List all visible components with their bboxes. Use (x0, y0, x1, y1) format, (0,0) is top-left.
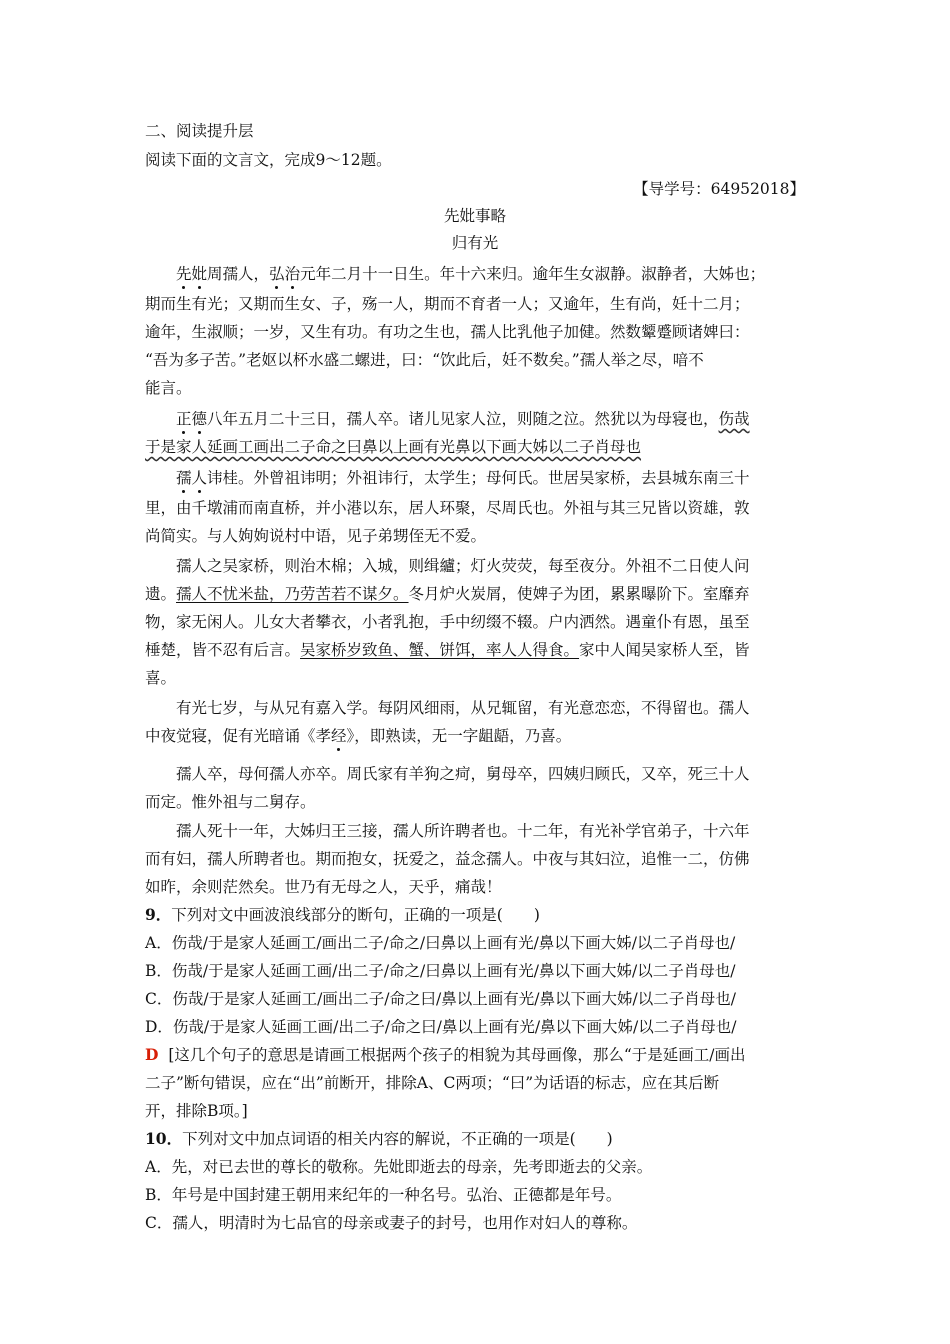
answer-letter: D (145, 1045, 159, 1064)
dotted-char: 德 (191, 410, 208, 428)
paragraph-4-line-5: 喜。 (145, 669, 177, 687)
question-10-option-a: A．先，对已去世的尊长的敬称。先妣即逝去的母亲，先考即逝去的父亲。 (145, 1158, 653, 1176)
question-9-option-c: C．伤哉/于是家人延画工/画出二子/命之曰/鼻以上画有光/鼻以下画大姊/以二子肖母也/ (145, 990, 736, 1008)
text-run: 》，即熟读，无一字龃龉，乃喜。 (346, 727, 572, 745)
instruction: 阅读下面的文言文，完成9～12题。 (145, 151, 392, 169)
underlined-sentence: 孺人不忧米盐，乃劳苦若不谋夕。 (176, 585, 409, 603)
question-9-option-a: A．伤哉/于是家人延画工/画出二子/命之/曰鼻以上画有光/鼻以下画大姊/以二子肖母也/ (145, 934, 736, 952)
question-10-option-b: B．年号是中国封建王朝用来纪年的一种名号。弘治、正德都是年号。 (145, 1186, 622, 1204)
question-9-option-b: B．伤哉/于是家人延画工画/出二子/命之/曰鼻以上画有光/鼻以下画大姊/以二子肖母也/ (145, 962, 736, 980)
question-9-explanation-line-2: 二子”断句错误，应在“出”前断开，排除A、C两项；“曰”为话语的标志，应在其后断 (145, 1074, 720, 1092)
paragraph-1-line-1 (176, 263, 765, 285)
question-10-stem (145, 1128, 613, 1150)
text-run: 棰楚，皆不忍有后言。 (145, 641, 301, 659)
text-run: 遗。 (145, 585, 177, 603)
guide-number: 【导学号：64952018】 (633, 180, 805, 198)
question-9-stem (145, 904, 540, 926)
paragraph-3-line-2: 里，由千墩浦而南直桥，并小港以东，居人环聚，尽周氏也。外祖与其三兄皆以资雄，敦 (145, 499, 750, 517)
dotted-char: 人 (191, 469, 208, 487)
wavy-underlined-text: 伤哉 (718, 410, 750, 428)
question-number: 9． (145, 905, 172, 924)
question-number: 10． (145, 1129, 183, 1148)
paragraph-1-line-3: 逾年，生淑顺；一岁，又生有功。有功之生也，孺人比乳他子加健。然数颦蹙顾诸婢曰： (145, 323, 750, 341)
paragraph-7-line-3: 如昨，余则茫然矣。世乃有无母之人，天乎，痛哉！ (145, 878, 502, 896)
paragraph-4-line-3: 物，家无闲人。儿女大者攀衣，小者乳抱，手中纫缀不辍。户内洒然。遇童仆有恩，虽至 (145, 613, 750, 631)
dotted-char: 正 (176, 410, 192, 428)
section-title: 二、阅读提升层 (145, 122, 254, 140)
question-text: 下列对文中加点词语的相关内容的解说，不正确的一项是( ) (182, 1130, 613, 1148)
question-9-explanation-line-1 (145, 1044, 746, 1066)
dotted-char: 妣 (191, 265, 208, 283)
paragraph-4-line-4 (145, 639, 750, 661)
dotted-char: 弘 (269, 265, 285, 283)
paragraph-7-line-2: 而有妇，孺人所聘者也。期而抱女，抚爱之，益念孺人。中夜与其妇泣，追惟一二，仿佛 (145, 850, 750, 868)
underlined-sentence: 吴家桥岁致鱼、蟹、饼饵，率人人得食。 (300, 641, 580, 659)
dotted-char: 孺 (176, 469, 192, 487)
paragraph-4-line-1: 孺人之吴家桥，则治木棉；入城，则缉纑；灯火荧荧，每至夜分。外祖不二日使人问 (176, 557, 750, 575)
paragraph-5-line-2 (145, 725, 571, 747)
text-run: 冬月炉火炭屑，使婢子为团，累累曝阶下。室靡弃 (408, 585, 750, 603)
dotted-char: 经 (331, 727, 347, 745)
paragraph-2-line-1 (176, 408, 750, 430)
paragraph-1-line-5: 能言。 (145, 379, 192, 397)
text-run: 中夜觉寝，促有光暗诵《孝 (145, 727, 332, 745)
paragraph-2-line-2 (145, 436, 641, 458)
explanation-text: [这几个句子的意思是请画工根据两个孩子的相貌为其母画像，那么“于是延画工/画出 (168, 1046, 746, 1064)
paragraph-6-line-1: 孺人卒，母何孺人亦卒。周氏家有羊狗之疴，舅母卒，四姨归顾氏，又卒，死三十人 (176, 765, 750, 783)
text-run: 元年二月十一日生。年十六来归。逾年生女淑静。淑静者，大姊也； (300, 265, 766, 283)
essay-author: 归有光 (451, 234, 499, 252)
dotted-char: 治 (284, 265, 301, 283)
paragraph-1-line-4: “吾为多子苦。”老妪以杯水盛二螺进，曰：“饮此后，妊不数矣。”孺人举之尽，喑不 (145, 351, 704, 369)
question-10-option-c: C．孺人，明清时为七品官的母亲或妻子的封号，也用作对妇人的尊称。 (145, 1214, 638, 1232)
question-9-explanation-line-3: 开，排除B项。] (145, 1102, 248, 1120)
question-text: 下列对文中画波浪线部分的断句，正确的一项是( ) (171, 906, 540, 924)
text-run: 八年五月二十三日，孺人卒。诸儿见家人泣，则随之泣。然犹以为母寝也， (207, 410, 719, 428)
text-run: 周孺人， (207, 265, 270, 283)
paragraph-5-line-1: 有光七岁，与从兄有嘉入学。每阴风细雨，从兄辄留，有光意恋恋，不得留也。孺人 (176, 699, 750, 717)
text-run: 家中人闻吴家桥人至，皆 (579, 641, 750, 659)
paragraph-1-line-2: 期而生有光；又期而生女、子，殇一人，期而不育者一人；又逾年，生有尚，妊十二月； (145, 295, 750, 313)
paragraph-4-line-2 (145, 583, 750, 605)
dotted-char: 先 (176, 265, 192, 283)
paragraph-3-line-1 (176, 467, 750, 489)
text-run: 讳桂。外曾祖讳明；外祖讳行，太学生；母何氏。世居吴家桥，去县城东南三十 (207, 469, 750, 487)
paragraph-6-line-2: 而定。惟外祖与二舅存。 (145, 793, 316, 811)
question-9-option-d: D．伤哉/于是家人延画工画/出二子/命之曰/鼻以上画有光/鼻以下画大姊/以二子肖母也/ (145, 1018, 737, 1036)
paragraph-7-line-1: 孺人死十一年，大姊归王三接，孺人所许聘者也。十二年，有光补学官弟子，十六年 (176, 822, 750, 840)
essay-title: 先妣事略 (443, 207, 506, 225)
wavy-underlined-text: 于是家人延画工画出二子命之曰鼻以上画有光鼻以下画大姊以二子肖母也 (145, 438, 642, 456)
paragraph-3-line-3: 尚简实。与人姁姁说村中语，见子弟甥侄无不爱。 (145, 527, 487, 545)
